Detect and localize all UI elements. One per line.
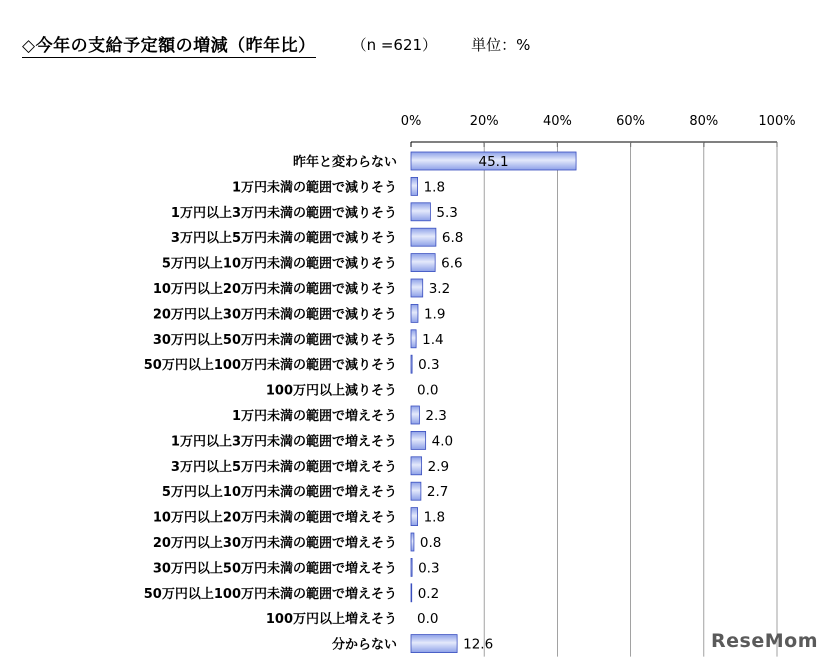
x-tick-label: 60% (616, 114, 646, 129)
category-label: 50万円以上100万円未満の範囲で減りそう (143, 358, 397, 374)
category-label: 昨年と変わらない (292, 155, 397, 170)
data-label: 1.9 (423, 306, 446, 323)
bar (411, 508, 418, 526)
data-label: 45.1 (478, 154, 509, 170)
category-labels (144, 154, 397, 653)
bar (411, 558, 412, 576)
x-axis (401, 114, 796, 147)
data-label: 0.3 (418, 560, 440, 577)
gridlines (484, 142, 777, 657)
bar (411, 431, 426, 449)
data-label: 0.8 (419, 535, 442, 551)
category-label: 5万円以上10万円未満の範囲で増えそう (161, 485, 397, 501)
chart-title: ◇今年の支給予定額の増減（昨年比） (22, 31, 316, 58)
bar (411, 228, 436, 246)
category-label: 10万円以上20万円未満の範囲で減りそう (152, 282, 397, 297)
bar (411, 254, 435, 272)
bar (411, 330, 416, 348)
category-label: 20万円以上30万円未満の範囲で増えそう (152, 536, 397, 551)
category-label: 1万円以上3万円未満の範囲で増えそう (170, 434, 397, 450)
category-label: 1万円未満の範囲で減りそう (231, 180, 397, 196)
category-label: 50万円以上100万円未満の範囲で増えそう (143, 586, 397, 602)
data-label: 6.6 (441, 255, 463, 272)
category-label: 3万円以上5万円未満の範囲で減りそう (170, 231, 397, 247)
data-label: 12.6 (463, 636, 494, 653)
category-label: 20万円以上30万円未満の範囲で減りそう (152, 307, 397, 323)
data-label: 2.7 (426, 484, 449, 501)
data-label: 6.8 (441, 230, 464, 247)
bar (411, 177, 418, 195)
bar (411, 482, 421, 500)
bar (411, 533, 414, 551)
x-tick-label: 40% (542, 114, 572, 129)
category-label: 100万円以上増えそう (265, 612, 397, 628)
bar (411, 304, 418, 322)
data-label: 4.0 (431, 433, 454, 450)
category-label: 100万円以上減りそう (265, 383, 397, 399)
bars (411, 152, 576, 653)
category-label: 10万円以上20万円未満の範囲で増えそう (152, 510, 397, 526)
x-tick-label: 80% (689, 114, 719, 129)
category-label: 30万円以上50万円未満の範囲で増えそう (152, 561, 397, 577)
category-label: 1万円以上3万円未満の範囲で減りそう (170, 205, 397, 221)
data-label: 5.3 (436, 204, 458, 221)
data-label: 1.4 (422, 331, 444, 348)
x-tick-label: 20% (469, 114, 499, 129)
bar (411, 584, 412, 602)
category-label: 30万円以上50万円未満の範囲で減りそう (152, 332, 397, 348)
data-label: 2.9 (427, 458, 450, 475)
category-label: 分からない (331, 637, 397, 653)
category-label: 3万円以上5万円未満の範囲で増えそう (170, 459, 397, 475)
unit-label: 単位：% (471, 36, 531, 54)
bar (411, 406, 419, 424)
category-label: 1万円未満の範囲で増えそう (231, 409, 397, 424)
category-label: 5万円以上10万円未満の範囲で減りそう (161, 256, 397, 272)
bar (411, 203, 430, 221)
data-label: 2.3 (425, 408, 447, 424)
data-label: 0.0 (417, 611, 439, 628)
bar (411, 457, 422, 475)
watermark-logo: ReseMom (711, 630, 818, 652)
data-label: 0.0 (417, 382, 439, 399)
data-label: 0.2 (417, 585, 440, 602)
data-label: 1.8 (423, 509, 446, 526)
bar (411, 279, 423, 297)
data-label: 3.2 (428, 281, 451, 297)
data-label: 0.3 (418, 357, 440, 374)
bar (411, 635, 457, 653)
data-label: 1.8 (423, 179, 446, 196)
x-tick-label: 0% (400, 114, 422, 129)
bar (411, 355, 412, 373)
sample-size: （n =621） (351, 36, 438, 54)
x-tick-label: 100% (758, 114, 796, 129)
